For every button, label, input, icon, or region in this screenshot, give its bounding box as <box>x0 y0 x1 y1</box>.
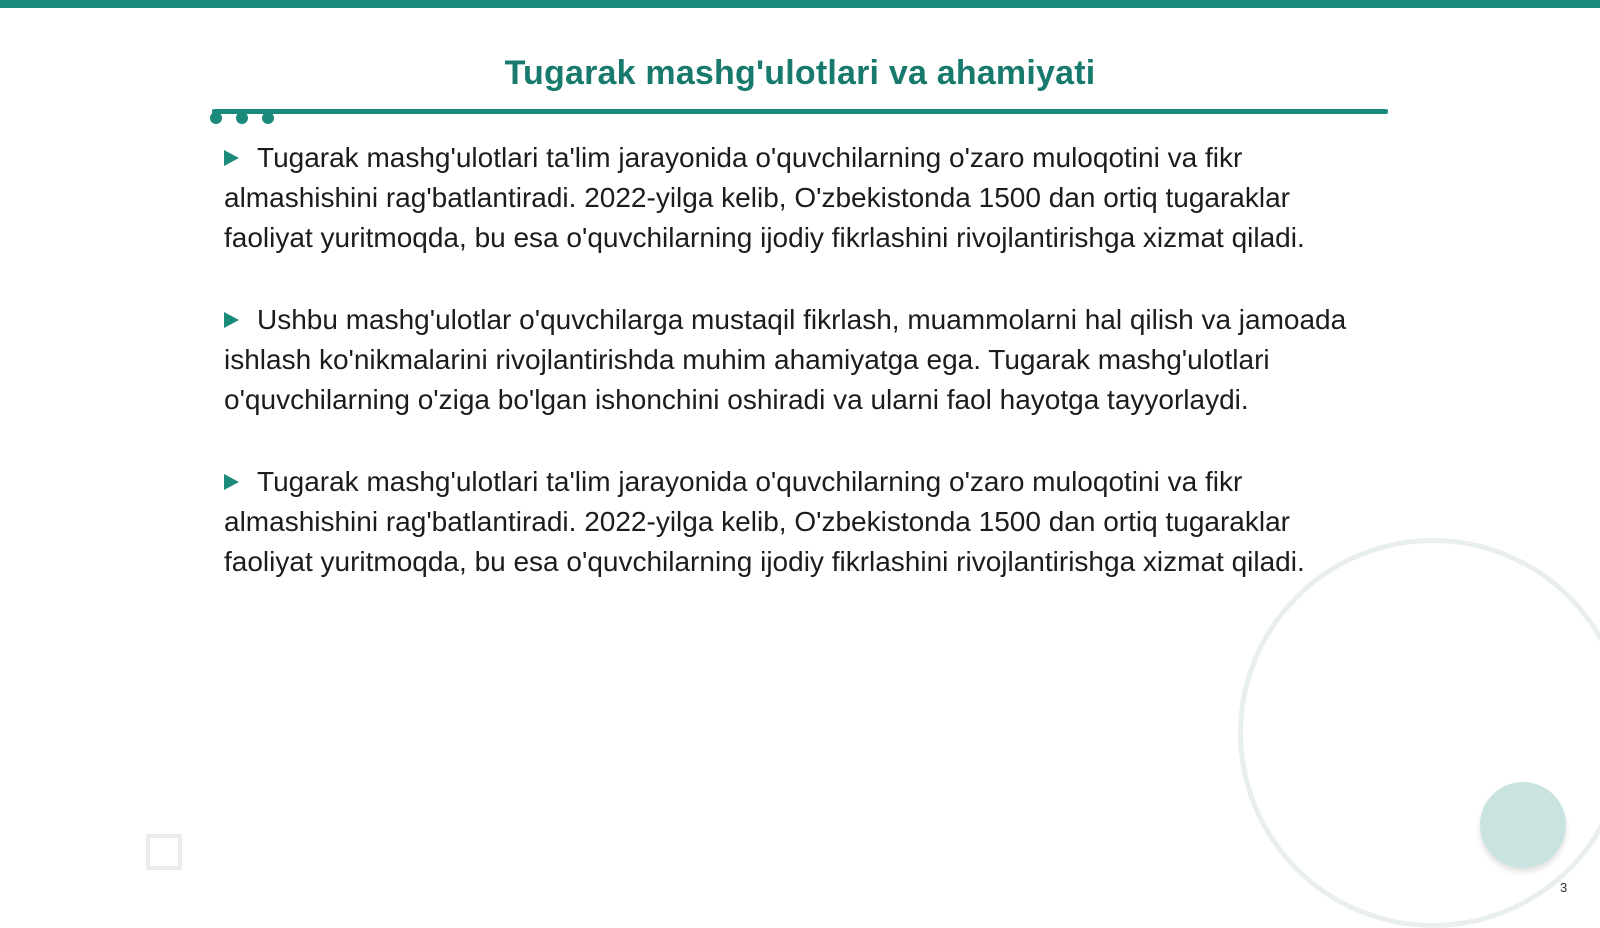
bullet-paragraph <box>224 138 1364 258</box>
paragraph-text: Tugarak mashg'ulotlari ta'lim jarayonida o'quvchilarning o'zaro muloqotini va fikr almashishini rag'batlantiradi. 2022-yilga kelib, O'zbekistonda 1500 dan ortiq tugaraklar faoliyat yuritmoqda, bu esa o'quvchilarning ijodiy fikrlashini rivojlantirishga xizmat qiladi. <box>224 142 1305 253</box>
paragraph-text: Tugarak mashg'ulotlari ta'lim jarayonida o'quvchilarning o'zaro muloqotini va fikr almashishini rag'batlantiradi. 2022-yilga kelib, O'zbekistonda 1500 dan ortiq tugaraklar faoliyat yuritmoqda, bu esa o'quvchilarning ijodiy fikrlashini rivojlantirishga xizmat qiladi. <box>224 466 1305 577</box>
triangle-bullet-icon <box>224 150 239 166</box>
bullet-paragraph <box>224 462 1364 582</box>
decor-square <box>146 834 182 870</box>
decor-dot <box>262 112 274 124</box>
slide-body <box>224 138 1364 624</box>
decor-ring <box>1238 538 1600 928</box>
slide-title: Tugarak mashg'ulotlari va ahamiyati <box>504 54 1096 92</box>
paragraph-text: Ushbu mashg'ulotlar o'quvchilarga mustaqil fikrlash, muammolarni hal qilish va jamoada ishlash ko'nikmalarini rivojlantirishda muhim ahamiyatga ega. Tugarak mashg'ulotlari o'quvchilarning o'ziga bo'lgan ishonchini oshiradi va ularni faol hayotga tayyorlaydi. <box>224 304 1347 415</box>
decor-dot <box>210 112 222 124</box>
page-number: 3 <box>1560 880 1568 895</box>
decor-circle <box>1480 782 1566 868</box>
triangle-bullet-icon <box>224 312 239 328</box>
triangle-bullet-icon <box>224 474 239 490</box>
title-underline <box>212 109 1388 114</box>
bullet-paragraph <box>224 300 1364 420</box>
decor-dot <box>236 112 248 124</box>
top-accent-bar <box>0 0 1600 8</box>
